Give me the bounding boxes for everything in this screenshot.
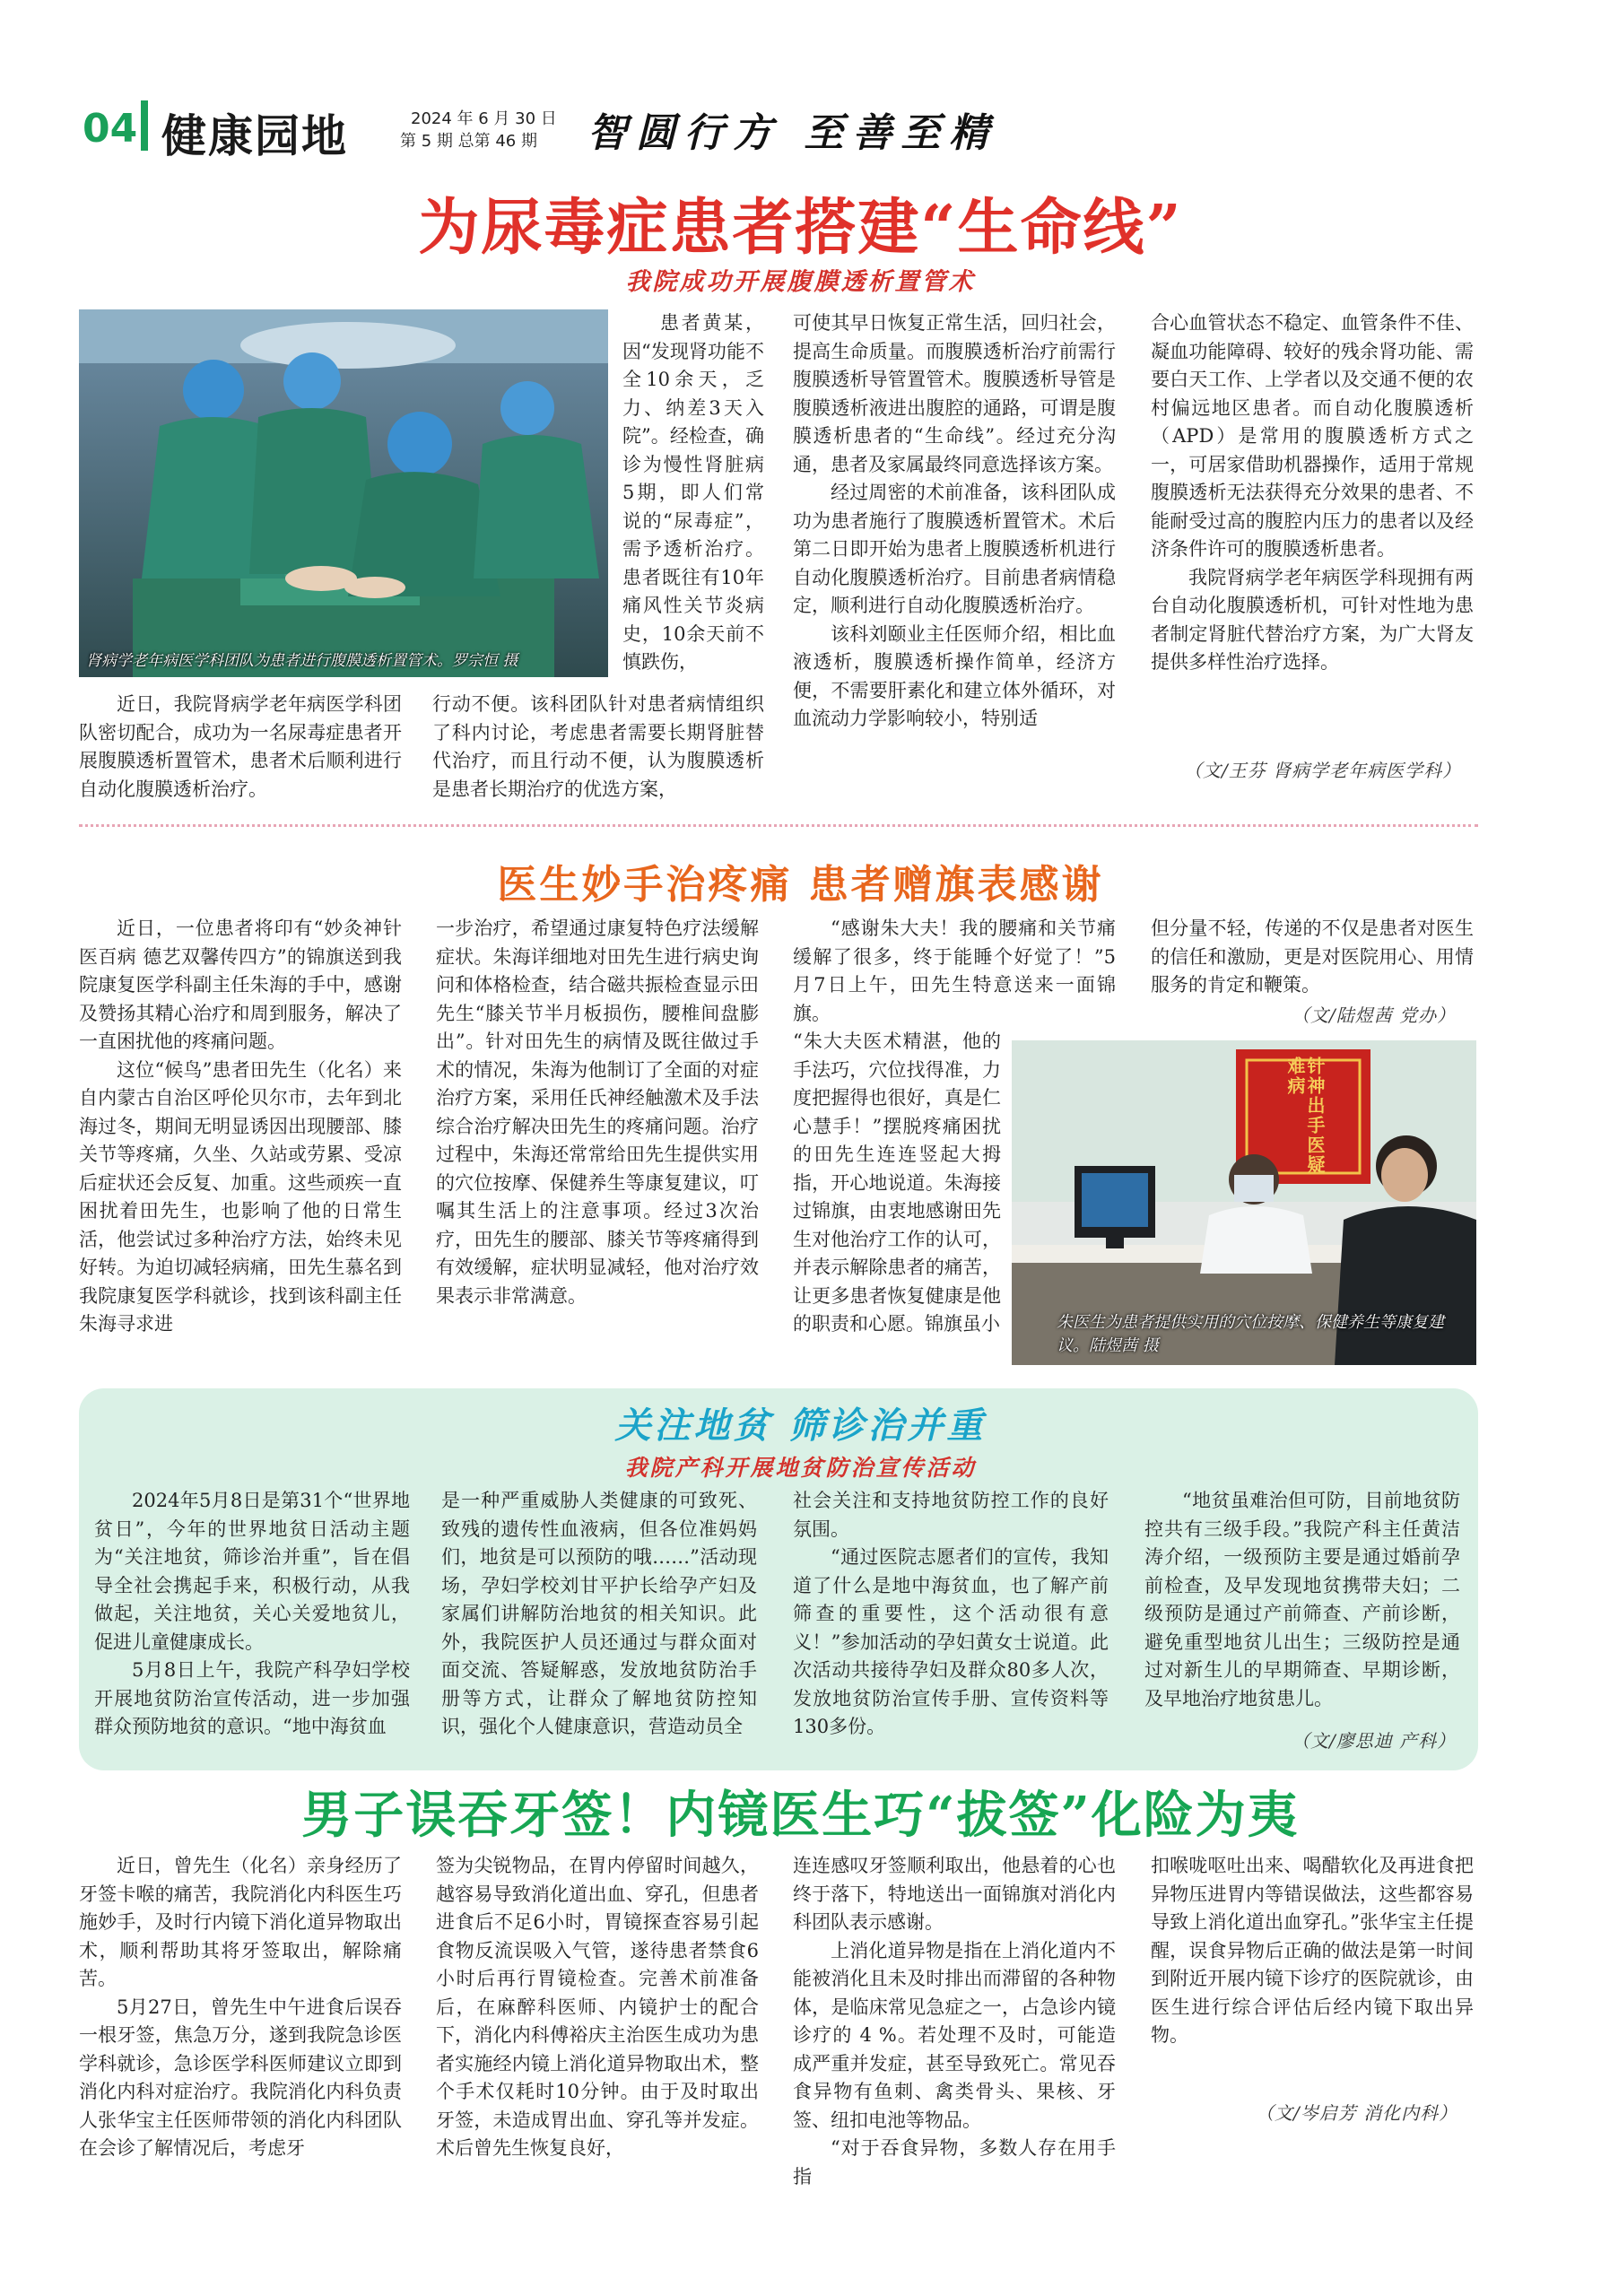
article3-col1 bbox=[94, 1487, 410, 1756]
article1-paragraph: 该科刘颐业主任医师介绍，相比血液透析，腹膜透析操作简单，经济方便，不需要肝素化和建立体外循环，对血流动力学影响较小，特别适 bbox=[793, 622, 1116, 729]
surgery-photo-caption: 肾病学老年病医学科团队为患者进行腹膜透析置管术。罗宗恒 摄 bbox=[86, 652, 518, 670]
article1-paragraph: 近日，我院肾病学老年病医学科团队密切配合，成功为一名尿毒症患者开展腹膜透析置管术，患者术后顺利进行自动化腹膜透析治疗。 bbox=[79, 693, 402, 800]
article3-paragraph: 社会关注和支持地贫防控工作的良好氛围。 bbox=[793, 1490, 1109, 1540]
article3-paragraph: 5月8日上午，我院产科孕妇学校开展地贫防治宣传活动，进一步加强群众预防地贫的意识。“地中海贫血 bbox=[94, 1659, 410, 1737]
article3-paragraph: 2024年5月8日是第31个“世界地贫日”，今年的世界地贫日活动主题为“关注地贫，筛诊治并重”，旨在倡导全社会携起手来，积极行动，从我做起，关注地贫，关心关爱地贫儿，促进儿童健康成长。 bbox=[94, 1490, 410, 1653]
article3-paragraph: “通过医院志愿者们的宣传，我知道了什么是地中海贫血，也了解产前筛查的重要性，这个活动很有意义！”参加活动的孕妇黄女士说道。此次活动共接待孕妇及群众80多人次，发放地贫防治宣传手册、宣传资料等130多份。 bbox=[793, 1546, 1109, 1737]
article2-col4 bbox=[1151, 915, 1474, 1004]
article1-paragraph: 我院肾病学老年病医学科现拥有两台自动化腹膜透析机，可针对性地为患者制定肾脏代替治疗方案，为广大肾友提供多样性治疗选择。 bbox=[1151, 566, 1474, 673]
article2-col1 bbox=[79, 915, 402, 1368]
page-number-divider bbox=[141, 100, 148, 151]
article1-title: 为尿毒症患者搭建“生命线” bbox=[418, 192, 1183, 264]
surgery-photo bbox=[79, 309, 608, 677]
article1-col2-bottom bbox=[432, 691, 764, 816]
article3-title: 关注地贫 筛诊治并重 bbox=[614, 1405, 987, 1447]
article4-paragraph: 上消化道异物是指在上消化道内不能被消化且未及时排出而滞留的各种物体，是临床常见急症之一，占急诊内镜诊疗的 4 %。若处理不及时，可能造成严重并发症，甚至导致死亡。常见吞食异物有鱼刺、禽类骨头、果核、牙签、纽扣电池等物品。 bbox=[793, 1939, 1116, 2131]
surgery-photo-image bbox=[79, 309, 608, 677]
banner-text: 针神出手医疑难病 bbox=[1284, 1057, 1326, 1175]
article2-paragraph: 但分量不轻，传递的不仅是患者对医生的信任和激励，更是对医院用心、用情服务的肯定和鞭策。 bbox=[1151, 918, 1474, 996]
article3-paragraph: “地贫虽难治但可防，目前地贫防控共有三级手段。”我院产科主任黄洁涛介绍，一级预防主要是通过婚前孕前检查，及早发现地贫携带夫妇；二级预防是通过产前筛查、产前诊断，避免重型地贫儿出生；三级防控是通过对新生儿的早期筛查、早期诊断，及早地治疗地贫患儿。 bbox=[1144, 1490, 1460, 1709]
article2-title: 医生妙手治疼痛 患者赠旗表感谢 bbox=[497, 862, 1104, 908]
article1-paragraph: 经过周密的术前准备，该科团队成功为患者施行了腹膜透析置管术。术后第二日即开始为患者上腹膜透析机进行自动化腹膜透析治疗。目前患者病情稳定，顺利进行自动化腹膜透析治疗。 bbox=[793, 482, 1116, 616]
article2-paragraph: 近日，一位患者将印有“妙灸神针医百病 德艺双馨传四方”的锦旗送到我院康复医学科副主任朱海的手中，感谢及赞扬其精心治疗和周到服务，解决了一直困扰他的疼痛问题。 bbox=[79, 918, 402, 1052]
article2-paragraph: 这位“候鸟”患者田先生（化名）来自内蒙古自治区呼伦贝尔市，去年到北海过冬，期间无明显诱因出现腰部、膝关节等疼痛，久坐、久站或劳累、受凉后症状还会反复、加重。这些顽疾一直困扰着田先生，也影响了他的日常生活，他尝试过多种治疗方法，始终未见好转。为迫切减轻病痛，田先生慕名到我院康复医学科就诊，找到该科副主任朱海寻求进 bbox=[79, 1058, 402, 1335]
clinic-photo-caption: 朱医生为患者提供实用的穴位按摩、保健养生等康复建议。陆煜茜 摄 bbox=[1057, 1313, 1444, 1355]
article1-col1-top bbox=[622, 309, 764, 677]
article4-paragraph: 签为尖锐物品，在胃内停留时间越久，越容易导致消化道出血、穿孔，但患者进食后不足6小时，胃镜探查容易引起食物反流误吸入气管，遂待患者禁食6小时后再行胃镜检查。完善术前准备后，在麻醉科医师、内镜护士的配合下，消化内科傅裕庆主治医生成功为患者实施经内镜上消化道异物取出术，整个手术仅耗时10分钟。由于及时取出牙签，未造成胃出血、穿孔等并发症。术后曾先生恢复良好， bbox=[436, 1855, 759, 2159]
article1-byline: （文/王芬 肾病学老年病医学科） bbox=[1184, 760, 1462, 781]
issue-number: 第 5 期 总第 46 期 bbox=[400, 132, 537, 151]
article2-paragraph: “感谢朱大夫！我的腰痛和关节痛缓解了很多，终于能睡个好觉了！”5月7日上午，田先生特意送来一面锦旗。 bbox=[793, 918, 1116, 1024]
article4-byline: （文/岑启芳 消化内科） bbox=[1256, 2102, 1458, 2124]
article2-col3-top bbox=[793, 915, 1116, 1031]
hospital-motto: 智圆行方 至善至精 bbox=[587, 110, 998, 156]
article2-paragraph: 一步治疗，希望通过康复特色疗法缓解症状。朱海详细地对田先生进行病史询问和体格检查，结合磁共振检查显示田先生“膝关节半月板损伤，腰椎间盘膨出”。针对田先生的病情及既往做过手术的情况，朱海为他制订了全面的对症治疗方案，采用任氏神经触激术及手法综合治疗解决田先生的疼痛问题。治疗过程中，朱海还常常给田先生提供实用的穴位按摩、保健养生等康复建议，叮嘱其生活上的注意事项。经过3次治疗，田先生的腰部、膝关节等疼痛得到有效缓解，症状明显减轻，他对治疗效果表示非常满意。 bbox=[436, 918, 759, 1307]
article2-paragraph: “朱大夫医术精湛，他的手法巧，穴位找得准，力度把握得也很好，真是仁心慧手！”摆脱疼痛困扰的田先生连连竖起大拇指，开心地说道。朱海接过锦旗，由衷地感谢田先生对他治疗工作的认可，并表示解除患者的痛苦，让更多患者恢复健康是他的职责和心愿。锦旗虽小 bbox=[793, 1031, 1001, 1335]
article1-col3 bbox=[793, 309, 1116, 816]
article4-paragraph: 近日，曾先生（化名）亲身经历了牙签卡喉的痛苦，我院消化内科医生巧施妙手，及时行内镜下消化道异物取出术，顺利帮助其将牙签取出，解除痛苦。 bbox=[79, 1855, 402, 1989]
article4-paragraph: “对于吞食异物，多数人存在用手指 bbox=[793, 2137, 1116, 2187]
article4-title: 男子误吞牙签！内镜医生巧“拔签”化险为夷 bbox=[301, 1786, 1300, 1845]
article3-col4 bbox=[1144, 1487, 1460, 1720]
article1-col1-bottom bbox=[79, 691, 402, 816]
clinic-photo bbox=[1012, 1040, 1476, 1365]
article4-col3 bbox=[793, 1852, 1116, 2256]
article3-col3 bbox=[793, 1487, 1109, 1756]
article4-paragraph: 5月27日，曾先生中午进食后误吞一根牙签，焦急万分，遂到我院急诊医学科就诊，急诊医学科医师建议立即到消化内科对症治疗。我院消化内科负责人张华宝主任医师带领的消化内科团队在会诊了解情况后，考虑牙 bbox=[79, 1996, 402, 2159]
article2-byline: （文/陆煜茜 党办） bbox=[1292, 1004, 1457, 1026]
article2-col2 bbox=[436, 915, 759, 1368]
issue-date: 2024 年 6 月 30 日 bbox=[411, 109, 557, 128]
article4-col2 bbox=[436, 1852, 759, 2256]
article4-col4 bbox=[1151, 1852, 1474, 2067]
article1-paragraph: 可使其早日恢复正常生活，回归社会，提高生命质量。而腹膜透析治疗前需行腹膜透析导管置管术。腹膜透析导管是腹膜透析液进出腹腔的通路，可谓是腹膜透析患者的“生命线”。经过充分沟通，患者及家属最终同意选择该方案。 bbox=[793, 312, 1116, 475]
article1-paragraph: 行动不便。该科团队针对患者病情组织了科内讨论，考虑患者需要长期肾脏替代治疗，而且行动不便，认为腹膜透析是患者长期治疗的优选方案， bbox=[432, 693, 764, 800]
section-divider bbox=[79, 824, 1478, 827]
page-number: 04 bbox=[83, 106, 138, 152]
article4-paragraph: 扣喉咙呕吐出来、喝醋软化及再进食把异物压进胃内等错误做法，这些都容易导致上消化道出血穿孔。”张华宝主任提醒，误食异物后正确的做法是第一时间到附近开展内镜下诊疗的医院就诊，由医生进行综合评估后经内镜下取出异物。 bbox=[1151, 1855, 1474, 2046]
article3-paragraph: 是一种严重威胁人类健康的可致死、致残的遗传性血液病，但各位准妈妈们，地贫是可以预防的哦……”活动现场，孕妇学校刘甘平护长给孕产妇及家属们讲解防治地贫的相关知识。此外，我院医护人员还通过与群众面对面交流、答疑解惑，发放地贫防治手册等方式，让群众了解地贫防控知识，强化个人健康意识，营造动员全 bbox=[441, 1490, 757, 1737]
article1-paragraph: 合心血管状态不稳定、血管条件不佳、凝血功能障碍、较好的残余肾功能、需要白天工作、上学者以及交通不便的农村偏远地区患者。而自动化腹膜透析（APD）是常用的腹膜透析方式之一，可居家借助机器操作，适用于常规腹膜透析无法获得充分效果的患者、不能耐受过高的腹腔内压力的患者以及经济条件许可的腹膜透析患者。 bbox=[1151, 312, 1474, 560]
article3-byline: （文/廖思迪 产科） bbox=[1292, 1730, 1457, 1752]
article4-col1 bbox=[79, 1852, 402, 2256]
article1-subtitle: 我院成功开展腹膜透析置管术 bbox=[625, 268, 976, 296]
article3-subtitle: 我院产科开展地贫防治宣传活动 bbox=[624, 1455, 977, 1481]
article1-paragraph: 患者黄某，因“发现肾功能不全10余天，乏力、纳差3天入院”。经检查，确诊为慢性肾脏病5期，即人们常说的“尿毒症”，需予透析治疗。患者既往有10年痛风性关节炎病史，10余天前不慎跌伤， bbox=[622, 312, 764, 673]
article3-col2 bbox=[441, 1487, 757, 1756]
article1-col4 bbox=[1151, 309, 1474, 731]
article4-paragraph: 连连感叹牙签顺利取出，他悬着的心也终于落下，特地送出一面锦旗对消化内科团队表示感谢。 bbox=[793, 1855, 1116, 1933]
article2-col3-narrow bbox=[793, 1028, 1001, 1369]
section-title: 健康园地 bbox=[161, 109, 348, 162]
